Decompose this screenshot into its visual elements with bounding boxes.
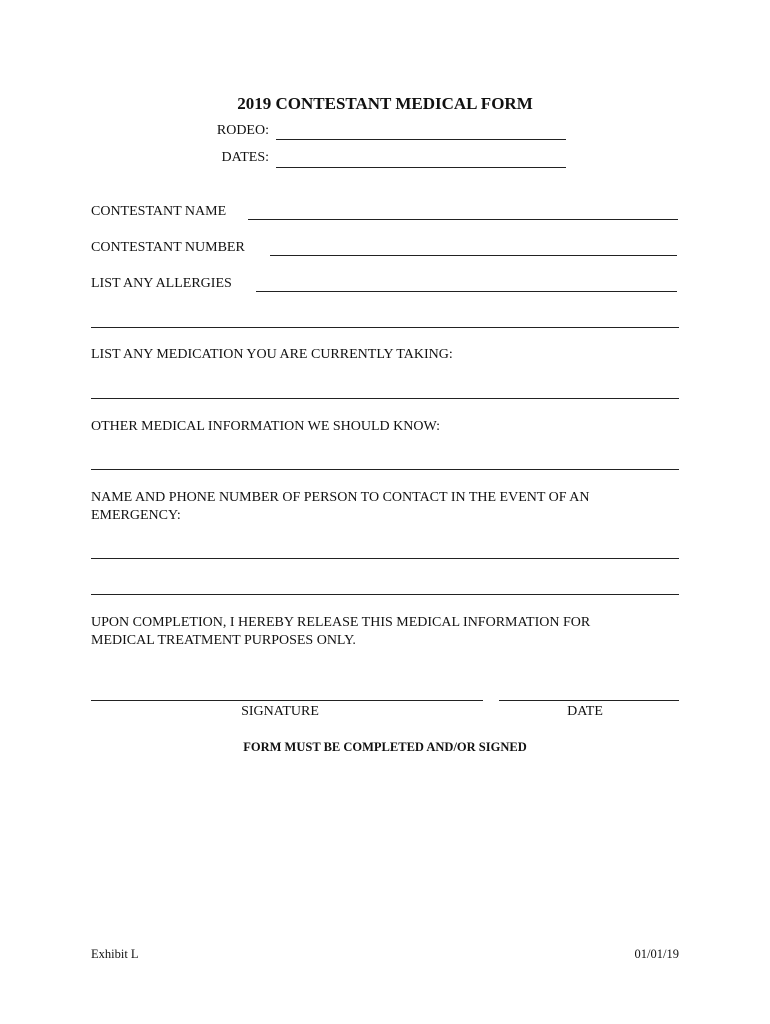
exhibit-label: Exhibit L — [91, 947, 139, 961]
medication-label: LIST ANY MEDICATION YOU ARE CURRENTLY TAKING: — [91, 347, 453, 362]
date-field[interactable] — [499, 700, 679, 701]
contestant-name-field[interactable] — [248, 219, 678, 220]
emergency-field-line1[interactable] — [91, 558, 679, 559]
signature-label: SIGNATURE — [241, 704, 319, 719]
allergies-field-continued[interactable] — [91, 327, 679, 328]
contestant-number-field[interactable] — [270, 255, 677, 256]
release-text-line2: MEDICAL TREATMENT PURPOSES ONLY. — [91, 633, 356, 648]
dates-label: DATES: — [221, 150, 269, 165]
revision-date: 01/01/19 — [634, 947, 679, 961]
contestant-number-label: CONTESTANT NUMBER — [91, 240, 245, 255]
date-label: DATE — [567, 704, 603, 719]
emergency-field-line2[interactable] — [91, 594, 679, 595]
dates-field[interactable] — [276, 167, 566, 168]
other-info-field[interactable] — [91, 469, 679, 470]
page-title: 2019 CONTESTANT MEDICAL FORM — [237, 94, 533, 113]
completion-notice: FORM MUST BE COMPLETED AND/OR SIGNED — [243, 740, 527, 754]
rodeo-label: RODEO: — [216, 123, 269, 138]
contestant-name-label: CONTESTANT NAME — [91, 204, 227, 219]
allergies-label: LIST ANY ALLERGIES — [91, 276, 232, 291]
medication-field[interactable] — [91, 398, 679, 399]
signature-field[interactable] — [91, 700, 483, 701]
rodeo-field[interactable] — [276, 139, 566, 140]
allergies-field[interactable] — [256, 291, 677, 292]
emergency-label-line2: EMERGENCY: — [91, 508, 181, 523]
emergency-label-line1: NAME AND PHONE NUMBER OF PERSON TO CONTACT IN THE EVENT OF AN — [91, 490, 590, 505]
other-info-label: OTHER MEDICAL INFORMATION WE SHOULD KNOW: — [91, 419, 441, 434]
release-text-line1: UPON COMPLETION, I HEREBY RELEASE THIS MEDICAL INFORMATION FOR — [91, 615, 591, 630]
